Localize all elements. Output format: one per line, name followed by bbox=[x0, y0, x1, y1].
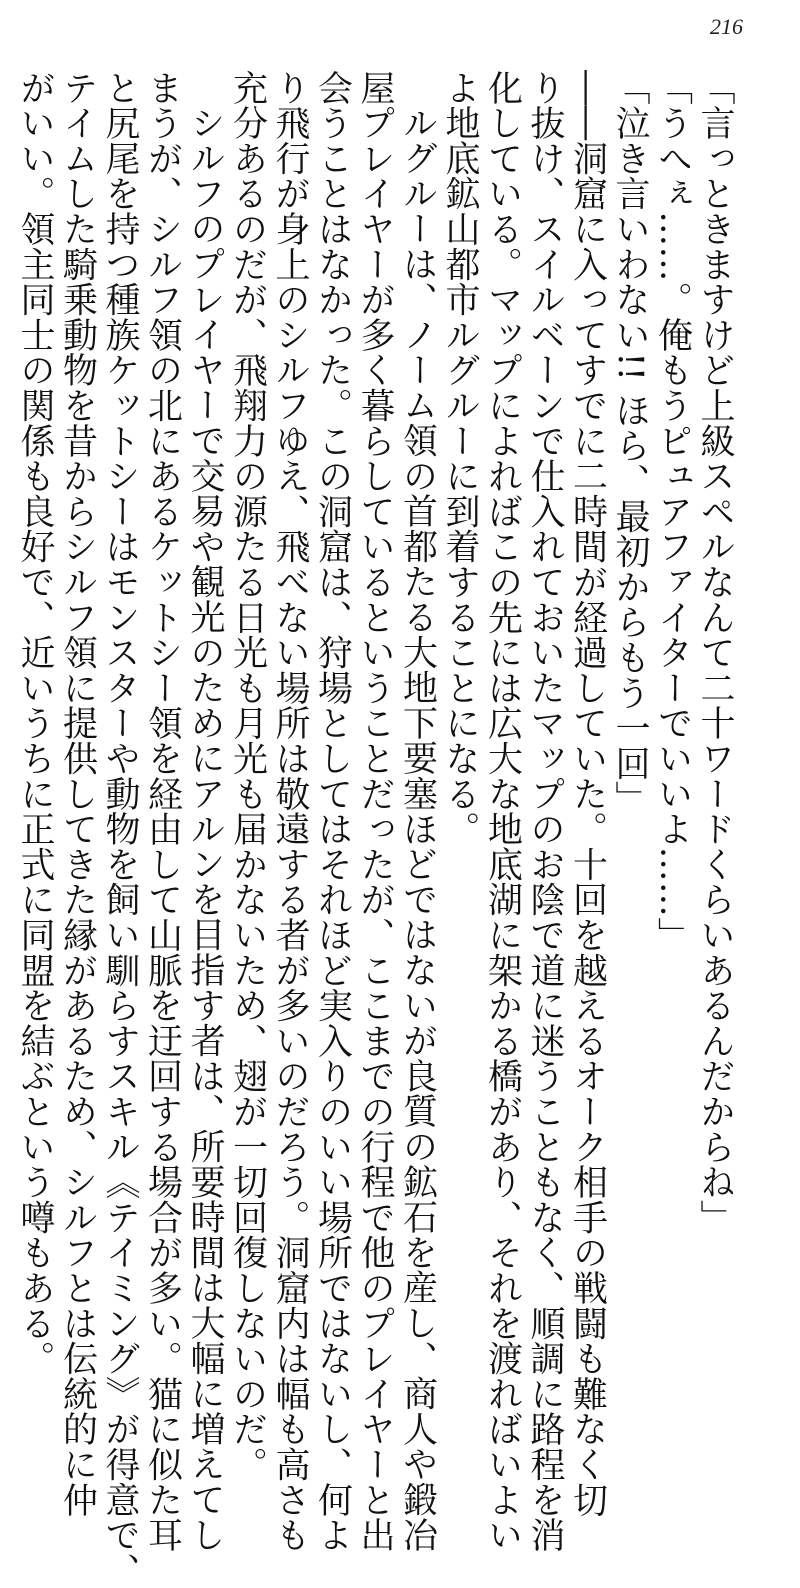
text-line: まうが、シルフ領の北にあるケットシー領を経由して山脈を迂回する場合が多い。猫に似た耳 bbox=[142, 70, 183, 1553]
text-line: 屋プレイヤーが多く暮らしているということだったが、ここまでの行程で他のプレイヤーと出 bbox=[355, 70, 395, 1553]
text-line: と尻尾を持つ種族ケットシーはモンスターや動物を飼い馴らすスキル《テイミング》が得意で、 bbox=[100, 70, 140, 1588]
text-line: 化している。マップによればこの先には広大な地底湖に架かる橋があり、それを渡ればいよい bbox=[482, 70, 523, 1553]
text-line: 充分あるのだが、飛翔力の源たる日光も月光も届かないため、翅が一切回復しないのだ。 bbox=[227, 70, 268, 1482]
text-line: 会うことはなかった。この洞窟は、狩場としてはそれほど実入りのいい場所ではないし、何よ bbox=[312, 70, 353, 1553]
text-line: よ地底鉱山都市ルグルーに到着することになる。 bbox=[440, 70, 480, 847]
text-line: がいい。領主同士の関係も良好で、近いうちに正式に同盟を結ぶという噂もある。 bbox=[15, 70, 55, 1377]
text-line: 「泣き言いわない!! ほら、最初からもう一回」 bbox=[610, 70, 650, 817]
text-line: テイムした騎乗動物を昔からシルフ領に提供してきた縁があるため、シルフとは伝統的に仲 bbox=[57, 70, 98, 1518]
text-line: り飛行が身上のシルフゆえ、飛べない場所は敬遠する者が多いのだろう。洞窟内は幅も高さも bbox=[270, 70, 310, 1553]
text-line: 「言っときますけど上級スペルなんて二十ワードくらいあるんだからね」 bbox=[695, 70, 735, 1235]
text-line: ――洞窟に入ってすでに二時間が経過していた。十回を越えるオーク相手の戦闘も難なく切 bbox=[567, 70, 608, 1518]
text-line: 「うへぇ……。俺もうピュアファイターでいいよ……」 bbox=[652, 70, 693, 953]
text-line: シルフのプレイヤーで交易や観光のためにアルンを目指す者は、所要時間は大幅に増えてし bbox=[185, 105, 225, 1553]
vertical-text-body bbox=[15, 70, 736, 1588]
page-number: 216 bbox=[710, 14, 743, 39]
text-line: り抜け、スイルベーンで仕入れておいたマップのお陰で道に迷うこともなく、順調に路程を消 bbox=[525, 70, 565, 1553]
text-line: ルグルーは、ノーム領の首都たる大地下要塞ほどではないが良質の鉱石を産し、商人や鍛冶 bbox=[397, 105, 438, 1553]
